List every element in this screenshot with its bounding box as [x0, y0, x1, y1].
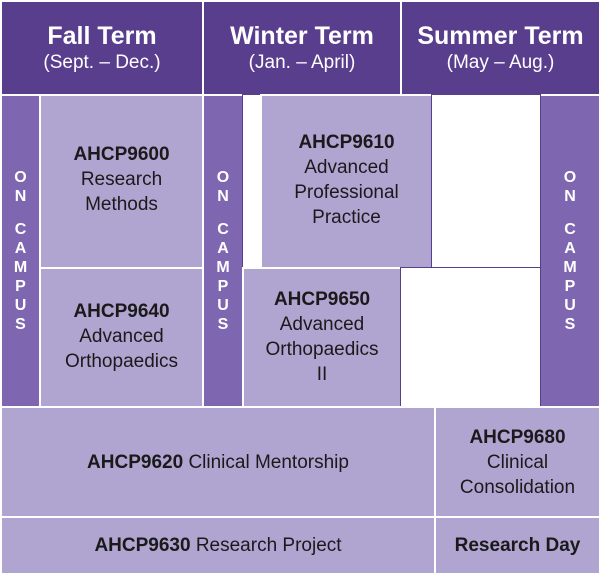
course-code: AHCP9610 [298, 132, 395, 153]
research-day-cell [434, 516, 601, 575]
course-title-line: Orthopaedics [265, 339, 379, 360]
course-ahcp9630 [0, 516, 436, 575]
term-title: Fall Term [47, 22, 157, 50]
term-title: Winter Term [230, 22, 374, 50]
blank-cell [242, 94, 262, 269]
course-ahcp9610 [260, 94, 433, 269]
course-title-line: Research [80, 169, 163, 190]
course-code: AHCP9600 [73, 144, 170, 165]
course-ahcp9680 [434, 406, 601, 518]
course-title: Research Project [195, 535, 342, 556]
course-code: AHCP9640 [73, 301, 170, 322]
on-campus-summer [539, 94, 601, 408]
course-title-line: Professional [294, 182, 399, 203]
course-title-line: Practice [312, 207, 381, 228]
course-title-line: Orthopaedics [64, 351, 178, 372]
course-title-line: Advanced [304, 157, 389, 178]
on-campus-winter [202, 94, 244, 408]
course-title-line: Clinical [486, 451, 549, 473]
term-dates: (Jan. – April) [248, 52, 356, 73]
course-title: Clinical Mentorship [188, 451, 349, 473]
course-ahcp9620 [0, 406, 436, 518]
course-title-line: II [316, 364, 328, 385]
course-code: AHCP9630 [94, 535, 191, 556]
on-campus-label: O N C A M P U S [13, 169, 28, 333]
blank-cell [400, 267, 541, 408]
course-title-line: Methods [85, 194, 158, 215]
course-title-line: Advanced [79, 326, 164, 347]
summer-term-header [400, 0, 601, 96]
blank-cell [431, 94, 541, 269]
term-dates: (Sept. – Dec.) [43, 52, 161, 73]
on-campus-fall [0, 94, 41, 408]
on-campus-label: O N C A M P U S [563, 169, 577, 333]
term-title: Summer Term [417, 22, 584, 50]
winter-term-header [202, 0, 402, 96]
fall-term-header [0, 0, 204, 96]
course-ahcp9600 [39, 94, 204, 269]
course-code: AHCP9620 [87, 451, 184, 473]
course-title-line: Consolidation [459, 476, 576, 498]
course-ahcp9640 [39, 267, 204, 408]
course-code: AHCP9650 [273, 289, 371, 310]
on-campus-label: O N C A M P U S [216, 169, 230, 333]
research-day-label: Research Day [454, 535, 581, 556]
term-dates: (May – Aug.) [446, 52, 555, 73]
course-ahcp9650 [242, 267, 402, 408]
course-code: AHCP9680 [469, 426, 566, 448]
course-title-line: Advanced [279, 314, 365, 335]
